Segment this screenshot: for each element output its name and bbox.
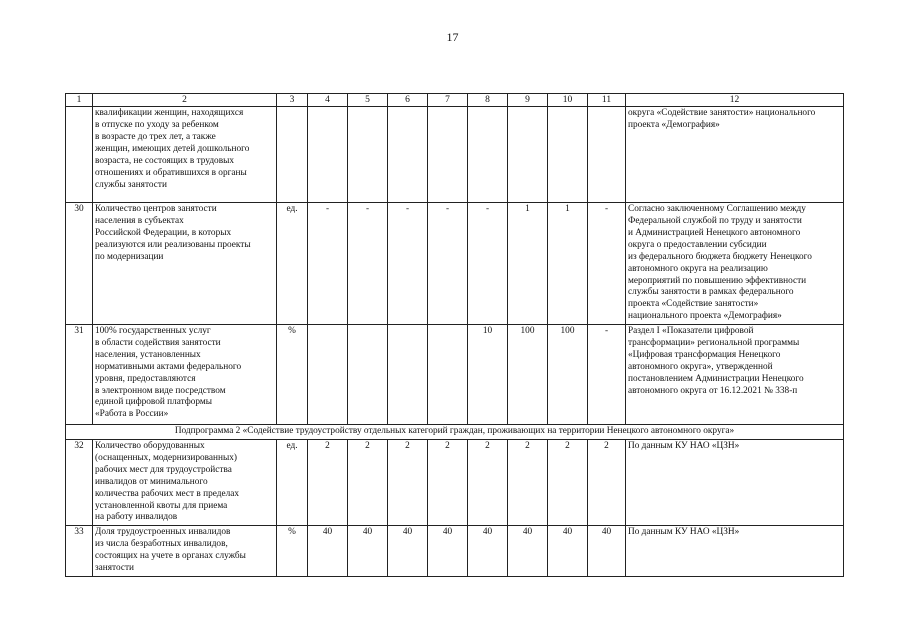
indicator-name: Доля трудоустроенных инвалидов из числа безработных инвалидов, состоящих на учете в органах службы занятости — [93, 526, 277, 577]
subprogram-row — [66, 425, 844, 440]
value-cell: 100 — [548, 325, 588, 425]
header-cell: 3 — [277, 94, 308, 107]
value-cell — [388, 107, 428, 203]
value-cell: 1 — [548, 203, 588, 325]
header-cell: 11 — [588, 94, 626, 107]
value-cell: 100 — [508, 325, 548, 425]
value-cell: 2 — [548, 440, 588, 526]
table-row — [66, 325, 844, 425]
value-cell: 2 — [508, 440, 548, 526]
value-cell — [348, 325, 388, 425]
header-cell: 5 — [348, 94, 388, 107]
value-cell: 1 — [508, 203, 548, 325]
value-cell — [308, 107, 348, 203]
value-cell: - — [468, 203, 508, 325]
source-note: По данным КУ НАО «ЦЗН» — [626, 440, 844, 526]
value-cell — [308, 325, 348, 425]
unit-cell: % — [277, 526, 308, 577]
indicator-name: 100% государственных услуг в области содействия занятости населения, установленных нормативными актами федерального уровня, предоставляются в электронном виде посредством единой цифровой платформы «Работа в России» — [93, 325, 277, 425]
value-cell — [588, 107, 626, 203]
value-cell: 40 — [548, 526, 588, 577]
header-cell: 12 — [626, 94, 844, 107]
value-cell: 2 — [348, 440, 388, 526]
value-cell: 40 — [428, 526, 468, 577]
indicator-name: Количество центров занятости населения в субъектах Российской Федерации, в которых реализуются или реализованы проекты по модернизации — [93, 203, 277, 325]
header-cell: 1 — [66, 94, 93, 107]
value-cell: - — [388, 203, 428, 325]
row-number: 31 — [66, 325, 93, 425]
row-number: 30 — [66, 203, 93, 325]
indicators-table — [65, 93, 844, 577]
table-row — [66, 440, 844, 526]
header-cell: 9 — [508, 94, 548, 107]
source-note: округа «Содействие занятости» национального проекта «Демография» — [626, 107, 844, 203]
header-cell: 6 — [388, 94, 428, 107]
value-cell: - — [348, 203, 388, 325]
value-cell: - — [428, 203, 468, 325]
value-cell: 40 — [388, 526, 428, 577]
table-row — [66, 107, 844, 203]
value-cell — [428, 107, 468, 203]
value-cell: - — [588, 325, 626, 425]
value-cell — [428, 325, 468, 425]
value-cell: 40 — [588, 526, 626, 577]
value-cell — [468, 107, 508, 203]
header-cell: 2 — [93, 94, 277, 107]
value-cell: 40 — [468, 526, 508, 577]
value-cell: 40 — [508, 526, 548, 577]
value-cell: - — [308, 203, 348, 325]
table-row — [66, 203, 844, 325]
row-number: 33 — [66, 526, 93, 577]
header-cell: 10 — [548, 94, 588, 107]
value-cell: 2 — [428, 440, 468, 526]
value-cell: 40 — [348, 526, 388, 577]
unit-cell: ед. — [277, 203, 308, 325]
value-cell: 40 — [308, 526, 348, 577]
unit-cell: % — [277, 325, 308, 425]
table-row — [66, 526, 844, 577]
header-cell: 8 — [468, 94, 508, 107]
page-number: 17 — [446, 30, 459, 44]
subprogram-title: Подпрограмма 2 «Содействие трудоустройству отдельных категорий граждан, проживающих на территории Ненецкого автономного округа» — [66, 425, 844, 440]
value-cell: 2 — [468, 440, 508, 526]
value-cell: - — [588, 203, 626, 325]
indicator-name: Количество оборудованных (оснащенных, модернизированных) рабочих мест для трудоустройства инвалидов от минимального количества рабочих мест в пределах установленной квоты для приема на работу инвалидов — [93, 440, 277, 526]
value-cell — [388, 325, 428, 425]
source-note: По данным КУ НАО «ЦЗН» — [626, 526, 844, 577]
unit-cell — [277, 107, 308, 203]
value-cell: 2 — [308, 440, 348, 526]
value-cell — [548, 107, 588, 203]
value-cell: 2 — [588, 440, 626, 526]
header-row — [66, 94, 844, 107]
value-cell — [508, 107, 548, 203]
row-number — [66, 107, 93, 203]
header-cell: 4 — [308, 94, 348, 107]
value-cell — [348, 107, 388, 203]
row-number: 32 — [66, 440, 93, 526]
source-note: Согласно заключенному Соглашению между Федеральной службой по труду и занятости и Администрацией Ненецкого автономного округа о предоставлении субсидии из федерального бюджета бюджету Ненецкого автономного округа на реализацию мероприятий по повышению эффективности службы занятости в рамках федерального проекта «Содействие занятости» национального проекта «Демография» — [626, 203, 844, 325]
value-cell: 10 — [468, 325, 508, 425]
indicator-name: квалификации женщин, находящихся в отпуске по уходу за ребенком в возрасте до трех лет, а также женщин, имеющих детей дошкольного возраста, не состоящих в трудовых отношениях и обратившихся в органы службы занятости — [93, 107, 277, 203]
source-note: Раздел I «Показатели цифровой трансформации» региональной программы «Цифровая трансформация Ненецкого автономного округа», утвержденной постановлением Администрации Ненецкого автономного округа от 16.12.2021 № 338-п — [626, 325, 844, 425]
value-cell: 2 — [388, 440, 428, 526]
header-cell: 7 — [428, 94, 468, 107]
unit-cell: ед. — [277, 440, 308, 526]
